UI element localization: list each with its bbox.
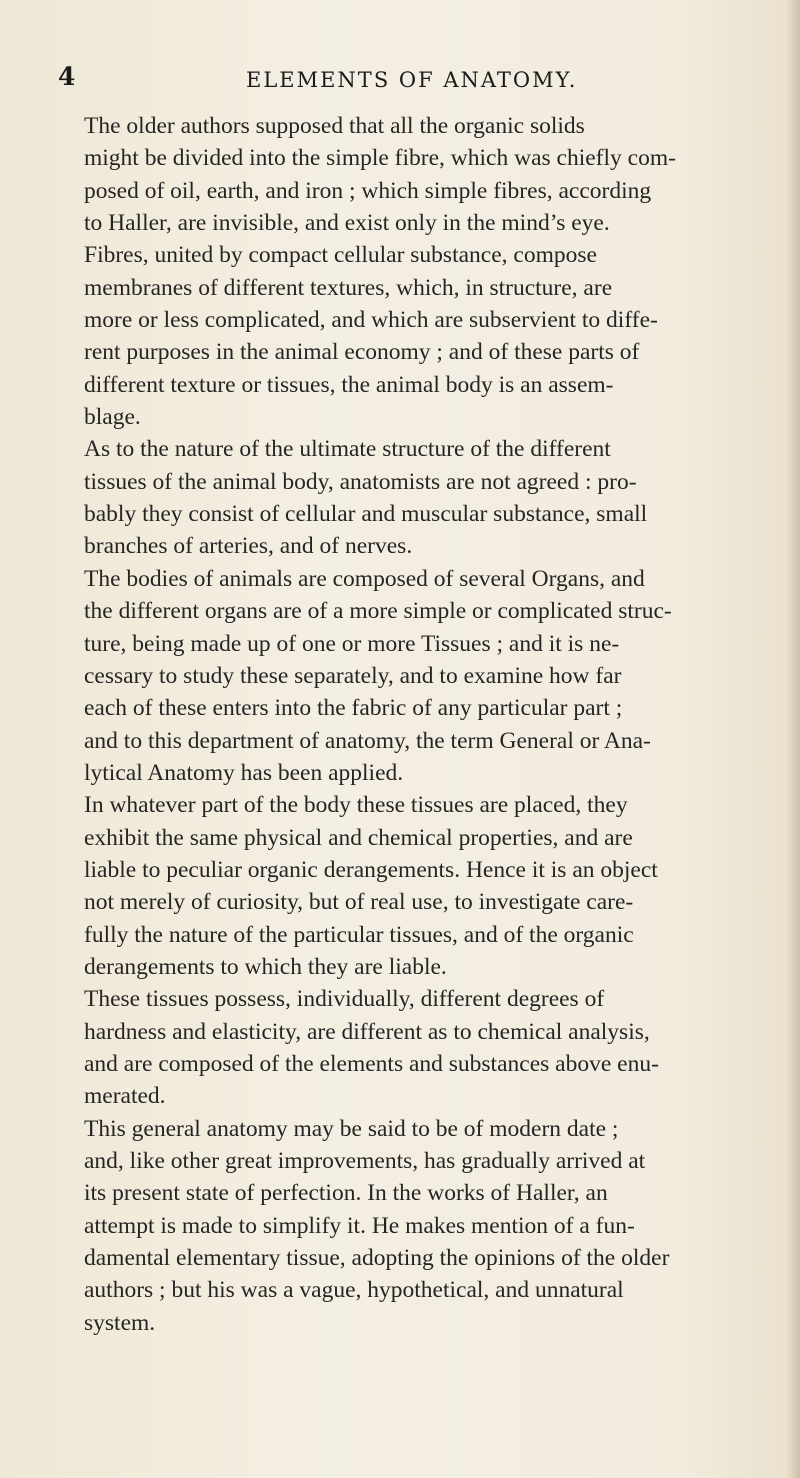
paragraph bbox=[56, 789, 766, 983]
text-line: exhibit the same physical and chemical properties, and are bbox=[84, 824, 633, 851]
text-line: Fibres, united by compact cellular substance, compose bbox=[84, 242, 597, 269]
text-line: blage. bbox=[84, 404, 141, 431]
text-line: different texture or tissues, the animal body is an assem- bbox=[84, 371, 614, 398]
text-line: posed of oil, earth, and iron ; which simple fibres, according bbox=[84, 177, 652, 204]
body-text bbox=[56, 110, 766, 1339]
text-line: its present state of perfection. In the works of Haller, an bbox=[84, 1180, 608, 1207]
text-line: In whatever part of the body these tissues are placed, they bbox=[84, 792, 628, 819]
text-line: tissues of the animal body, anatomists are not agreed : pro- bbox=[84, 468, 637, 495]
text-line: cessary to study these separately, and to examine how far bbox=[84, 662, 622, 689]
text-line: the different organs are of a more simple or complicated struc- bbox=[84, 598, 672, 625]
text-line: and are composed of the elements and substances above enu- bbox=[84, 1050, 659, 1077]
text-line: fully the nature of the particular tissues, and of the organic bbox=[84, 921, 634, 948]
page-edge-shadow bbox=[786, 0, 800, 1478]
paragraph bbox=[56, 239, 766, 433]
text-line: bably they consist of cellular and muscular substance, small bbox=[84, 501, 648, 528]
text-line: hardness and elasticity, are different as to chemical analysis, bbox=[84, 1018, 650, 1045]
text-line: The bodies of animals are composed of several Organs, and bbox=[84, 565, 645, 592]
text-line: and, like other great improvements, has gradually arrived at bbox=[84, 1148, 646, 1174]
paragraph bbox=[56, 983, 766, 1112]
text-line: each of these enters into the fabric of any particular part ; bbox=[84, 695, 623, 722]
text-line: merated. bbox=[84, 1083, 166, 1110]
text-line: and to this department of anatomy, the term General or Ana- bbox=[84, 727, 651, 754]
paragraph bbox=[56, 563, 766, 789]
text-line: damental elementary tissue, adopting the opinions of the older bbox=[84, 1245, 670, 1272]
text-line: might be divided into the simple fibre, which was chiefly com- bbox=[84, 145, 676, 172]
paragraph bbox=[56, 110, 766, 239]
running-title: ELEMENTS OF ANATOMY. bbox=[246, 68, 578, 92]
text-line: membranes of different textures, which, in structure, are bbox=[84, 274, 613, 301]
text-line: derangements to which they are liable. bbox=[84, 953, 447, 980]
text-line: ture, being made up of one or more Tissues ; and it is ne- bbox=[84, 630, 620, 657]
page-number: 4 bbox=[58, 62, 76, 91]
paragraph bbox=[56, 433, 766, 562]
text-line: These tissues possess, individually, different degrees of bbox=[84, 986, 605, 1013]
text-line: more or less complicated, and which are subservient to diffe- bbox=[84, 307, 658, 334]
text-line: lytical Anatomy has been applied. bbox=[84, 759, 404, 786]
text-line: The older authors supposed that all the organic solids bbox=[84, 113, 585, 139]
text-line: rent purposes in the animal economy ; and of these parts of bbox=[84, 339, 640, 366]
text-line: to Haller, are invisible, and exist only in the mind’s eye. bbox=[84, 210, 610, 237]
text-line: This general anatomy may be said to be of modern date ; bbox=[84, 1115, 619, 1142]
text-line: authors ; but his was a vague, hypothetical, and unnatural bbox=[84, 1277, 624, 1304]
text-line: liable to peculiar organic derangements. Hence it is an object bbox=[84, 856, 658, 883]
text-line: branches of arteries, and of nerves. bbox=[84, 533, 413, 560]
page-header bbox=[56, 62, 756, 102]
text-line: attempt is made to simplify it. He makes mention of a fun- bbox=[84, 1212, 635, 1239]
text-line: system. bbox=[84, 1309, 156, 1336]
paragraph bbox=[56, 1113, 766, 1339]
text-line: not merely of curiosity, but of real use, to investigate care- bbox=[84, 889, 634, 916]
text-line: As to the nature of the ultimate structure of the different bbox=[84, 436, 611, 463]
